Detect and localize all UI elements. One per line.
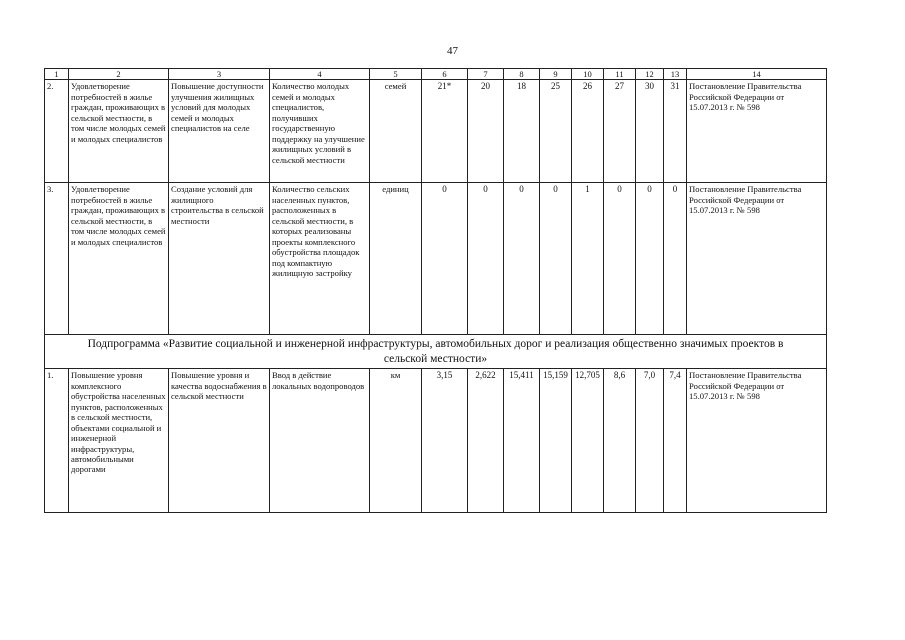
value-cell: 1	[572, 183, 604, 335]
indicators-table	[44, 68, 827, 513]
table-row	[45, 183, 827, 335]
value-cell: 0	[664, 183, 687, 335]
column-header: 7	[468, 69, 504, 80]
indicator-cell: Ввод в действие локальных водопроводов	[270, 369, 370, 513]
subprogram-title: Подпрограмма «Развитие социальной и инженерной инфраструктуры, автомобильных дорог и реализация общественно значимых проектов в сельской местности»	[45, 335, 827, 369]
column-header: 2	[69, 69, 169, 80]
value-cell: 7,4	[664, 369, 687, 513]
event-cell: Повышение уровня и качества водоснабжения в сельской местности	[169, 369, 270, 513]
indicator-cell: Количество молодых семей и молодых специалистов, получивших государственную поддержку на улучшение жилищных условий в сельской местности	[270, 80, 370, 183]
value-cell: 12,705	[572, 369, 604, 513]
task-cell: Повышение уровня комплексного обустройства населенных пунктов, расположенных в сельской местности, объектами социальной и инженерной инфраструктуры, автомобильными дорогами	[69, 369, 169, 513]
column-header: 5	[370, 69, 422, 80]
value-cell: 25	[540, 80, 572, 183]
value-cell: 0	[468, 183, 504, 335]
column-header: 9	[540, 69, 572, 80]
column-header: 14	[687, 69, 827, 80]
subprogram-row	[45, 335, 827, 369]
unit-cell: единиц	[370, 183, 422, 335]
value-cell: 20	[468, 80, 504, 183]
column-header: 3	[169, 69, 270, 80]
value-cell: 15,411	[504, 369, 540, 513]
column-header: 4	[270, 69, 370, 80]
page-number: 47	[447, 45, 458, 57]
indicator-cell: Количество сельских населенных пунктов, расположенных в сельской местности, в которых реализованы проекты комплексного обустройства площадок под компактную жилищную застройку	[270, 183, 370, 335]
value-cell: 26	[572, 80, 604, 183]
value-cell: 2,622	[468, 369, 504, 513]
row-number: 2.	[45, 80, 69, 183]
column-header: 13	[664, 69, 687, 80]
value-cell: 8,6	[604, 369, 636, 513]
column-header: 1	[45, 69, 69, 80]
unit-cell: семей	[370, 80, 422, 183]
value-cell: 0	[540, 183, 572, 335]
event-cell: Создание условий для жилищного строительства в сельской местности	[169, 183, 270, 335]
value-cell: 0	[636, 183, 664, 335]
value-cell: 7,0	[636, 369, 664, 513]
value-cell: 30	[636, 80, 664, 183]
table-row	[45, 369, 827, 513]
basis-cell: Постановление Правительства Российской Федерации от 15.07.2013 г. № 598	[687, 183, 827, 335]
basis-cell: Постановление Правительства Российской Федерации от 15.07.2013 г. № 598	[687, 369, 827, 513]
value-cell: 0	[422, 183, 468, 335]
unit-cell: км	[370, 369, 422, 513]
task-cell: Удовлетворение потребностей в жилье граждан, проживающих в сельской местности, в том числе молодых семей и молодых специалистов	[69, 80, 169, 183]
value-cell: 15,159	[540, 369, 572, 513]
column-header: 10	[572, 69, 604, 80]
column-header: 12	[636, 69, 664, 80]
value-cell: 31	[664, 80, 687, 183]
basis-cell: Постановление Правительства Российской Федерации от 15.07.2013 г. № 598	[687, 80, 827, 183]
row-number: 3.	[45, 183, 69, 335]
value-cell: 18	[504, 80, 540, 183]
column-number-row	[45, 69, 827, 80]
value-cell: 0	[504, 183, 540, 335]
task-cell: Удовлетворение потребностей в жилье граждан, проживающих в сельской местности, в том числе молодых семей и молодых специалистов	[69, 183, 169, 335]
row-number: 1.	[45, 369, 69, 513]
column-header: 6	[422, 69, 468, 80]
column-header: 8	[504, 69, 540, 80]
event-cell: Повышение доступности улучшения жилищных условий для молодых семей и молодых специалистов на селе	[169, 80, 270, 183]
value-cell: 3,15	[422, 369, 468, 513]
table-row	[45, 80, 827, 183]
value-cell: 27	[604, 80, 636, 183]
value-cell: 21*	[422, 80, 468, 183]
column-header: 11	[604, 69, 636, 80]
value-cell: 0	[604, 183, 636, 335]
